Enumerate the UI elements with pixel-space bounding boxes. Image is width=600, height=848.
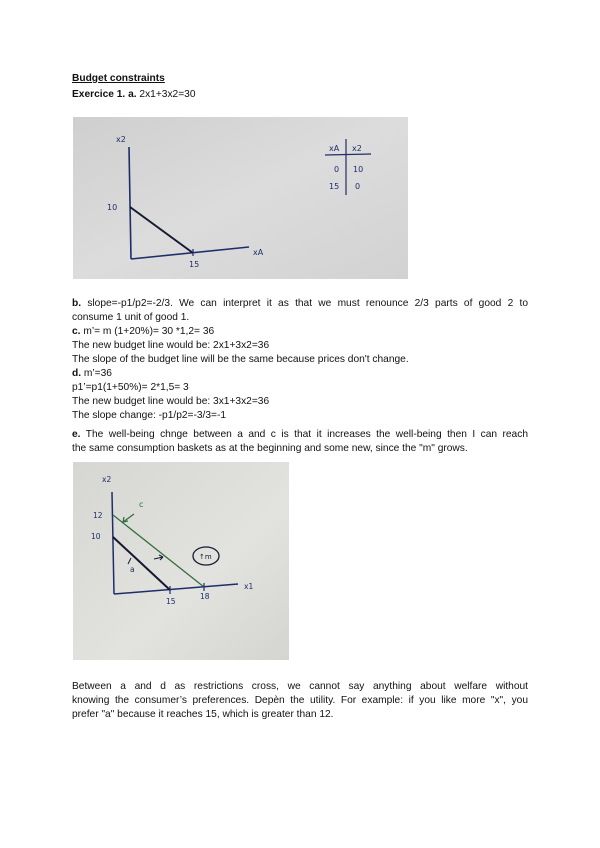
conclusion-line-3: prefer "a" because it reaches 15, which is greater than 12. [72,709,334,720]
x-axis-label: xA [253,248,264,257]
part-e-line-1 [72,428,528,442]
part-e-text: The well-being chnge between a and c is that it increases the well-being then I can reach [85,429,528,440]
exercise-label: Exercice 1. a. [72,89,137,100]
y-tick-12-label: 12 [93,511,103,520]
section-heading: Budget constraints [72,73,165,84]
table-cell: 0 [355,182,361,191]
x-tick-18-label: 18 [200,592,210,601]
part-d-line-4: The slope change: -p1/p2=-3/3=-1 [72,410,227,421]
part-c-text: m’= m (1+20%)= 30 *1,2= 36 [83,326,215,337]
table-cell: 15 [329,182,340,191]
exercise-equation: 2x1+3x2=30 [139,89,196,100]
part-c-line-3: The slope of the budget line will be the same because prices don't change. [72,354,409,365]
part-d-line-3: The new budget line would be: 3x1+3x2=36 [72,396,270,407]
part-b-line-2: consume 1 unit of good 1. [72,312,190,323]
part-b-text: slope=-p1/p2=-2/3. We can interpret it as that we must renounce 2/3 parts of good 2 to [87,298,528,309]
budget-line-photo-1 [73,117,408,279]
part-c-line-2: The new budget line would be: 2x1+3x2=36 [72,340,270,351]
table-cell: 0 [334,165,340,174]
exercise-line [72,88,528,102]
table-header-x2: x2 [352,144,362,153]
x-intercept-label: 15 [189,260,200,269]
y-intercept-label: 10 [107,203,118,212]
line-c-label: c [139,500,144,509]
y-axis-label: x2 [102,475,112,484]
line-a-label: a [130,565,135,574]
y-axis-label: x2 [116,135,126,144]
table-header-xa: xA [329,144,340,153]
table-cell: 10 [353,165,364,174]
x-tick-15-label: 15 [166,597,176,606]
part-d-label: d. [72,368,82,379]
part-d-text: m’=36 [83,368,112,379]
part-c-label: c. [72,326,81,337]
x-axis-label: x1 [244,582,254,591]
part-e-label: e. [72,429,81,440]
budget-line-sketch-2 [73,462,289,660]
part-b-line-1 [72,297,528,311]
badge-text: ↑m [199,553,212,561]
part-c-line-1 [72,325,528,339]
conclusion-line-2: knowing the consumer’s preferences. Depèn the utility. For example: if you like more "x", you [72,695,528,706]
y-tick-10-label: 10 [91,532,101,541]
budget-line-photo-2 [73,462,289,660]
budget-line-sketch-1 [73,117,408,279]
part-d-line-1 [72,367,528,381]
part-b-label: b. [72,298,82,309]
part-e-line-2: the same consumption baskets as at the beginning and some new, since the "m" grows. [72,443,468,454]
part-d-line-2: p1’=p1(1+50%)= 2*1,5= 3 [72,382,189,393]
conclusion-line-1: Between a and d as restrictions cross, we cannot say anything about welfare without [72,681,528,692]
